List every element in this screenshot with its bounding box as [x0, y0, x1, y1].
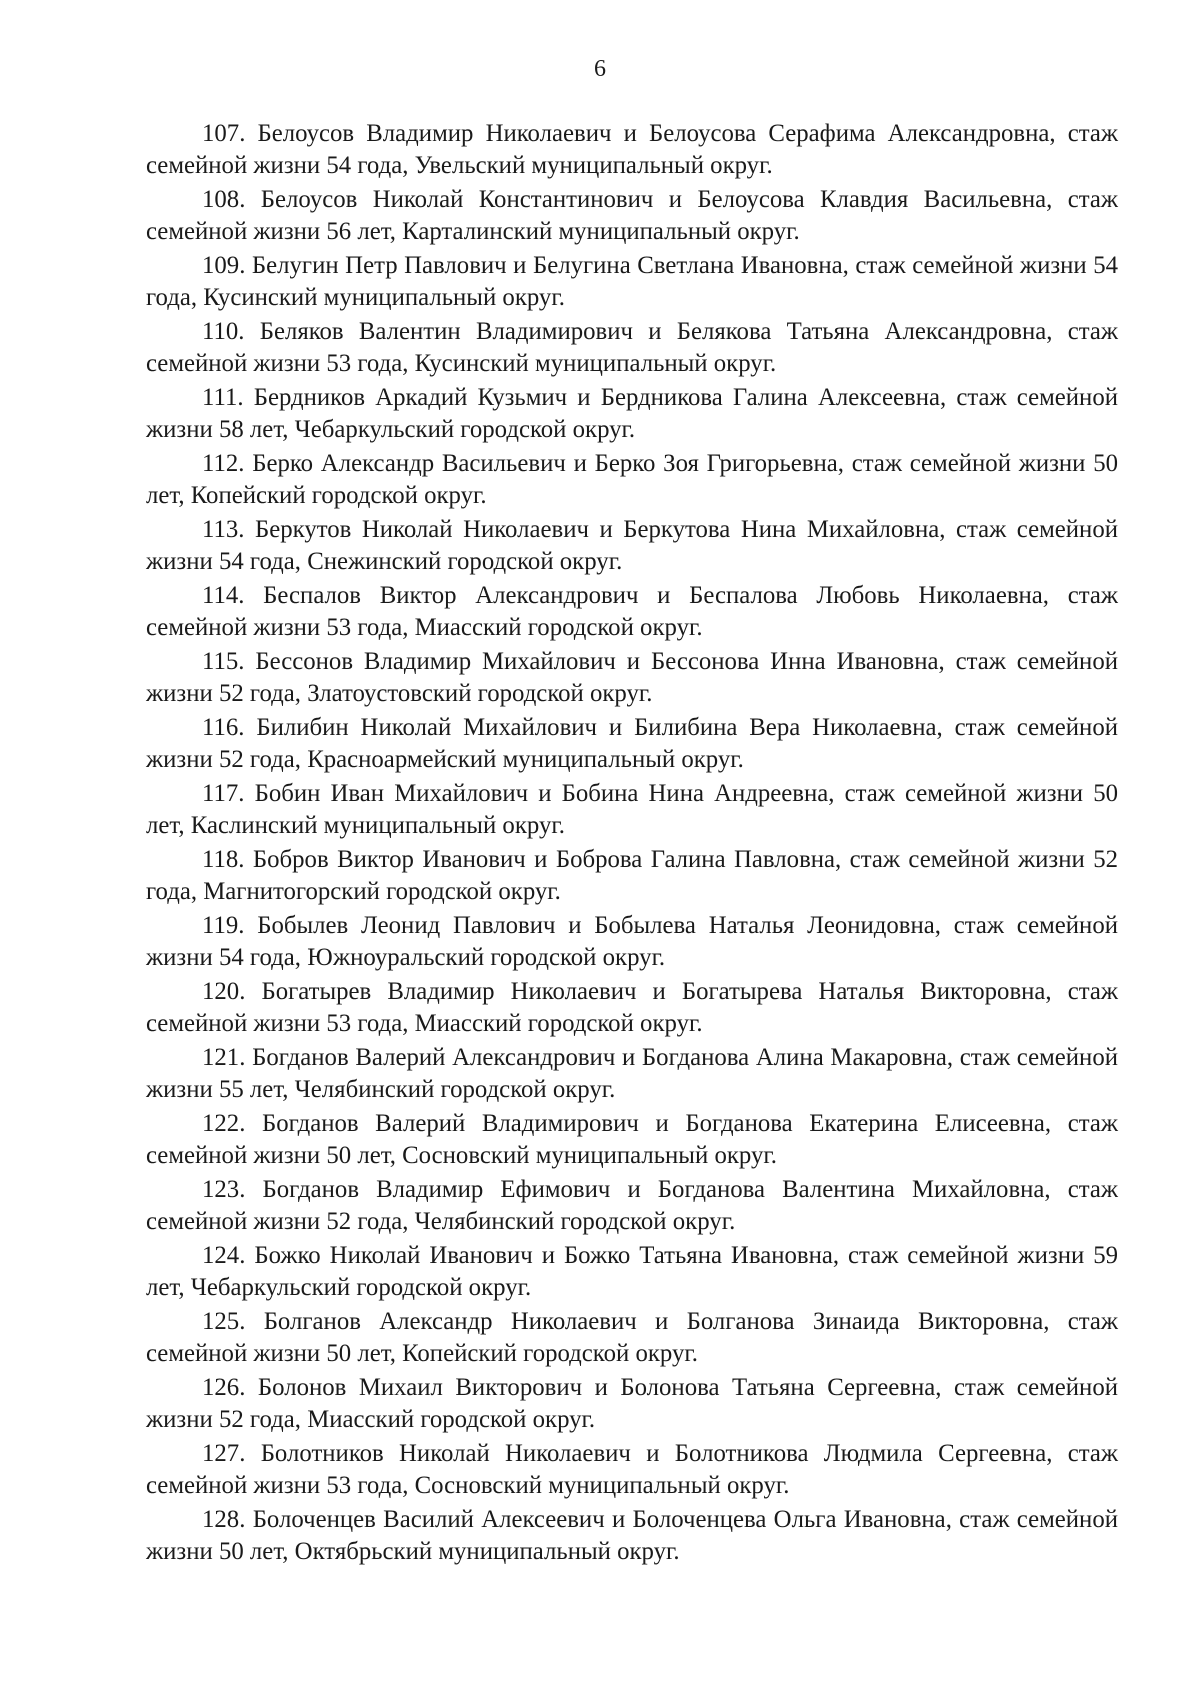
list-item: 112. Берко Александр Васильевич и Берко Зоя Григорьевна, стаж семейной жизни 50 лет, Копейский городской округ. — [146, 450, 1118, 509]
list-item: 108. Белоусов Николай Константинович и Белоусова Клавдия Васильевна, стаж семейной жизни 56 лет, Карталинский муниципальный округ. — [146, 186, 1118, 245]
list-item: 127. Болотников Николай Николаевич и Болотникова Людмила Сергеевна, стаж семейной жизни 53 года, Сосновский муниципальный округ. — [146, 1440, 1118, 1499]
list-item: 120. Богатырев Владимир Николаевич и Богатырева Наталья Викторовна, стаж семейной жизни 53 года, Миасский городской округ. — [146, 978, 1118, 1037]
list-item: 111. Бердников Аркадий Кузьмич и Бердникова Галина Алексеевна, стаж семейной жизни 58 лет, Чебаркульский городской округ. — [146, 384, 1118, 443]
list-item: 119. Бобылев Леонид Павлович и Бобылева Наталья Леонидовна, стаж семейной жизни 54 года, Южноуральский городской округ. — [146, 912, 1118, 971]
page-number: 6 — [594, 56, 606, 82]
list-item: 114. Беспалов Виктор Александрович и Беспалова Любовь Николаевна, стаж семейной жизни 53 года, Миасский городской округ. — [146, 582, 1118, 641]
list-item: 121. Богданов Валерий Александрович и Богданова Алина Макаровна, стаж семейной жизни 55 лет, Челябинский городской округ. — [146, 1044, 1118, 1103]
list-item: 117. Бобин Иван Михайлович и Бобина Нина Андреевна, стаж семейной жизни 50 лет, Каслинский муниципальный округ. — [146, 780, 1118, 839]
list-item: 123. Богданов Владимир Ефимович и Богданова Валентина Михайловна, стаж семейной жизни 52 года, Челябинский городской округ. — [146, 1176, 1118, 1235]
list-item: 109. Белугин Петр Павлович и Белугина Светлана Ивановна, стаж семейной жизни 54 года, Кусинский муниципальный округ. — [146, 252, 1118, 311]
entries-list — [146, 118, 1118, 1570]
list-item: 113. Беркутов Николай Николаевич и Беркутова Нина Михайловна, стаж семейной жизни 54 года, Снежинский городской округ. — [146, 516, 1118, 575]
list-item: 115. Бессонов Владимир Михайлович и Бессонова Инна Ивановна, стаж семейной жизни 52 года, Златоустовский городской округ. — [146, 648, 1118, 707]
list-item: 107. Белоусов Владимир Николаевич и Белоусова Серафима Александровна, стаж семейной жизни 54 года, Увельский муниципальный округ. — [146, 120, 1118, 179]
list-item: 110. Беляков Валентин Владимирович и Белякова Татьяна Александровна, стаж семейной жизни 53 года, Кусинский муниципальный округ. — [146, 318, 1118, 377]
list-item: 116. Билибин Николай Михайлович и Билибина Вера Николаевна, стаж семейной жизни 52 года, Красноармейский муниципальный округ. — [146, 714, 1118, 773]
list-item: 128. Болоченцев Василий Алексеевич и Болоченцева Ольга Ивановна, стаж семейной жизни 50 лет, Октябрьский муниципальный округ. — [146, 1506, 1118, 1565]
list-item: 125. Болганов Александр Николаевич и Болганова Зинаида Викторовна, стаж семейной жизни 50 лет, Копейский городской округ. — [146, 1308, 1118, 1367]
list-item: 118. Бобров Виктор Иванович и Боброва Галина Павловна, стаж семейной жизни 52 года, Магнитогорский городской округ. — [146, 846, 1118, 905]
list-item: 124. Божко Николай Иванович и Божко Татьяна Ивановна, стаж семейной жизни 59 лет, Чебаркульский городской округ. — [146, 1242, 1118, 1301]
list-item: 126. Болонов Михаил Викторович и Болонова Татьяна Сергеевна, стаж семейной жизни 52 года, Миасский городской округ. — [146, 1374, 1118, 1433]
list-item: 122. Богданов Валерий Владимирович и Богданова Екатерина Елисеевна, стаж семейной жизни 50 лет, Сосновский муниципальный округ. — [146, 1110, 1118, 1169]
